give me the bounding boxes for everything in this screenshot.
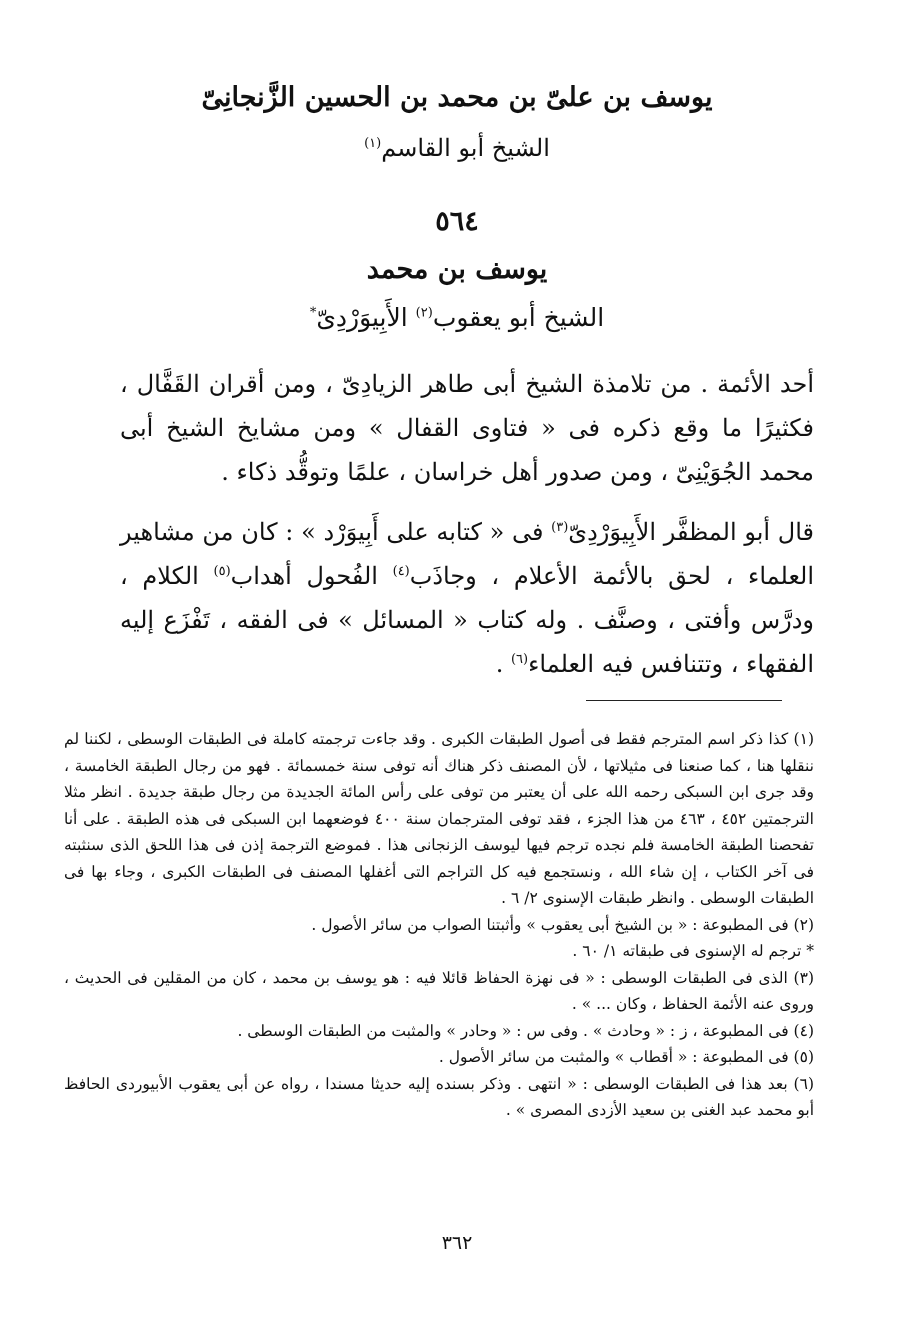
footnote-ref-6[interactable]: (٦) xyxy=(510,652,529,667)
entry-name: يوسف بن محمد xyxy=(366,254,548,285)
footnote-5: (٥) فى المطبوعة : « أقطاب » والمثبت من سائر الأصول . xyxy=(438,1048,814,1066)
body-paragraph-1: أحد الأئمة . من تلامذة الشيخ أبى طاهر الزيادِىّ ، ومن أقران القَفَّال ، فكثيرًا ما وقع ذكره فى « فتاوى القفال » ومن مشايخ الشيخ أبى محمد الجُوَيْنِىّ ، ومن صدور أهل خراسان ، علمًا وتوقُّد ذكاء . xyxy=(120,370,814,486)
entry-number: ٥٦٤ xyxy=(435,206,479,237)
paragraph-2-part-3: الفُحول أهداب xyxy=(230,562,393,590)
footnote-1: (١) كذا ذكر اسم المترجم فقط فى أصول الطبقات الكبرى . وقد جاءت ترجمته كاملة فى الطبقات الوسطى ، لكننا لم ننقلها هنا ، كما صنعنا فى مثيلاتها ، لأن المصنف ذكر هناك أنه توفى سنة خمسمائة . فهو من رجال الطبقة الخامسة ، وقد جرى ابن السبكى رحمه الله على أن يعتبر من توفى على رأس المائة الجديدة من رجال طبقة جديدة . انظر مثلا الترجمتين ٤٥٢ ، ٤٦٣ من هذا الجزء ، فقد توفى المترجمان سنة ٤٠٠ فوضعهما ابن السبكى فى هذه الطبقة . على أنا تفحصنا الطبقة الخامسة فلم نجده ترجم فيها ليوسف الزنجانى هذا . فموضع الترجمة إذن فى هذا اللحق الذى سنثبته فى آخر الكتاب ، إن شاء الله ، ونستجمع فيه كل التراجم التى أغفلها المصنف فى الطبقات الكبرى ، وجاء بها فى الطبقات الوسطى . وانظر طبقات الإسنوى ٢/ ٦ . xyxy=(64,730,814,907)
paragraph-2-part-2: فى « كتابه على أَبِيوَرْد » : كان من مشاهير العلماء ، لحق بالأئمة الأعلام ، وجاذَب xyxy=(120,518,815,590)
entry-kunya-b: الأَبِيوَرْدِىّ xyxy=(316,303,408,332)
prev-entry-kunya-text: الشيخ أبو القاسم xyxy=(381,134,550,162)
footnote-4: (٤) فى المطبوعة ، ز : « وحادث » . وفى س : « وحادر » والمثبت من الطبقات الوسطى . xyxy=(237,1021,814,1040)
footnote-ref-3[interactable]: (٣) xyxy=(551,520,569,535)
body-paragraph-2 xyxy=(120,510,814,686)
footnote-6: (٦) بعد هذا فى الطبقات الوسطى : « انتهى . وذكر بسنده إليه حديثا مسندا ، رواه عن أبى يعقوب الأبيوردى الحافظ أبو محمد عبد الغنى بن سعيد الأزدى المصرى » . xyxy=(64,1074,814,1119)
footnote-star: * ترجم له الإسنوى فى طبقاته ١/ ٦٠ . xyxy=(572,942,814,960)
footnote-separator xyxy=(586,700,782,701)
footnote-ref-5[interactable]: (٥) xyxy=(213,564,231,579)
paragraph-2-part-4: الكلام ، ودرَّس وأفتى ، وصنَّف . وله كتاب « المسائل » فى الفقه ، تَفْزَع إليه الفقهاء ، وتتنافس فيه العلماء xyxy=(120,562,814,678)
paragraph-2-part-5: . xyxy=(495,650,511,678)
footnotes xyxy=(64,726,814,1124)
footnote-ref-4[interactable]: (٤) xyxy=(392,564,410,579)
page-number: ٣٦٢ xyxy=(441,1232,473,1254)
entry-kunya-a: الشيخ أبو يعقوب xyxy=(432,303,605,332)
prev-entry-name: يوسف بن علىّ بن محمد بن الحسين الزَّنجانِىّ xyxy=(201,82,713,113)
footnote-3: (٣) الذى فى الطبقات الوسطى : « فى نهزة الحفاظ قائلا فيه : هو يوسف بن محمد ، كان من المقلين فى الحديث ، وروى عنه الأئمة الحفاظ ، وكان ... » . xyxy=(64,968,814,1013)
footnote-ref-star[interactable]: * xyxy=(309,305,317,321)
prev-entry-kunya xyxy=(60,128,854,168)
paragraph-2-part-1: قال أبو المظفَّر الأَبِيوَرْدِىّ xyxy=(568,518,814,546)
footnote-ref-2[interactable]: (٢) xyxy=(415,305,433,321)
footnote-2: (٢) فى المطبوعة : « بن الشيخ أبى يعقوب » وأثبتنا الصواب من سائر الأصول . xyxy=(311,915,814,934)
footnote-ref-1[interactable]: (١) xyxy=(364,136,382,151)
entry-kunya xyxy=(60,298,854,338)
